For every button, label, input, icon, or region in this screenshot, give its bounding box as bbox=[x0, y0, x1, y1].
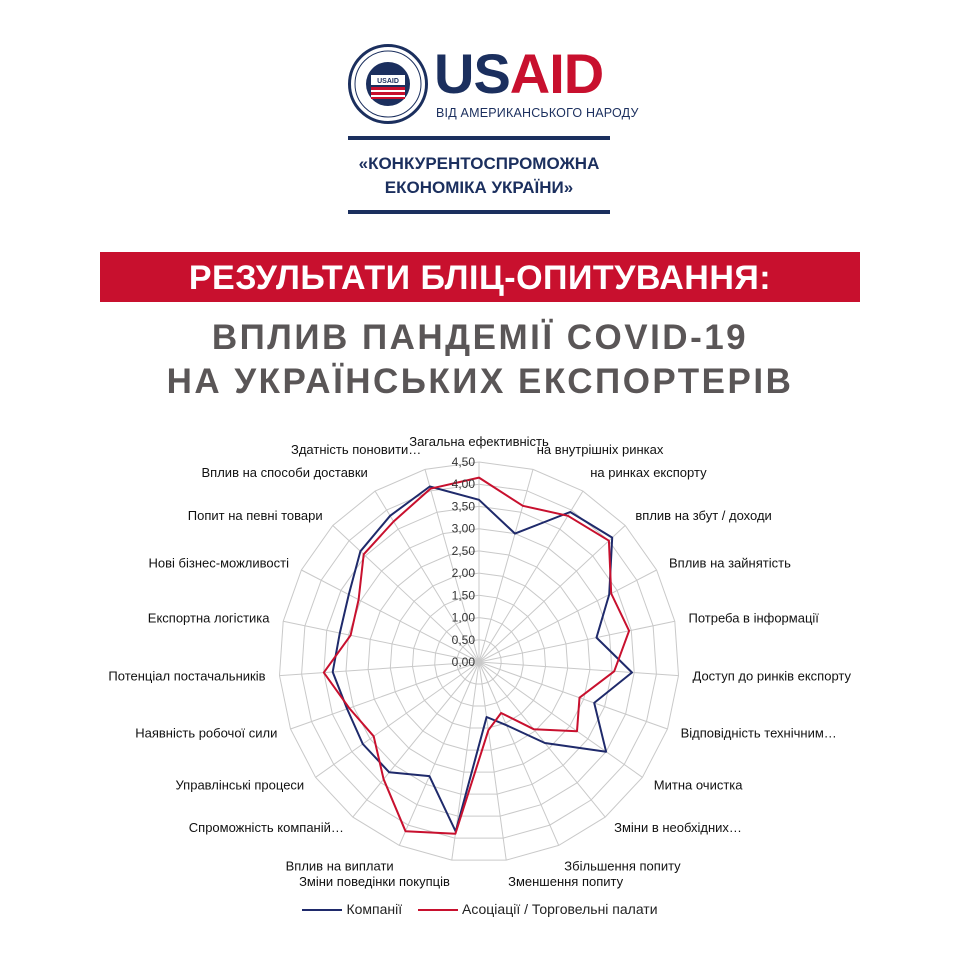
category-label: Зміни поведінки покупців bbox=[299, 874, 450, 889]
tick-label: 1,50 bbox=[451, 588, 475, 603]
category-label: Спроможність компаній… bbox=[188, 820, 344, 835]
usaid-wordmark-us: US bbox=[434, 42, 510, 105]
category-label: Наявність робочої сили bbox=[135, 725, 278, 741]
tick-label: 3,50 bbox=[451, 499, 475, 514]
legend-swatch-companies bbox=[302, 909, 342, 911]
tick-label: 1,00 bbox=[451, 610, 475, 625]
grid-spoke bbox=[280, 662, 480, 676]
usaid-seal-icon bbox=[348, 44, 428, 124]
usaid-tagline: ВІД АМЕРИКАНСЬКОГО НАРОДУ bbox=[436, 106, 639, 120]
grid-spoke bbox=[479, 469, 533, 662]
grid-spoke bbox=[479, 621, 675, 662]
grid-spoke bbox=[479, 662, 679, 676]
category-label: на внутрішніх ринках bbox=[536, 441, 664, 457]
chart-legend bbox=[0, 901, 960, 917]
tick-label: 0,00 bbox=[451, 655, 475, 669]
program-name bbox=[348, 152, 610, 200]
category-label: Потреба в інформації bbox=[688, 610, 819, 626]
svg-text:USAID: USAID bbox=[377, 78, 399, 85]
category-label: на ринках експорту bbox=[590, 465, 707, 481]
category-label: Потенціал постачальників bbox=[108, 668, 266, 684]
category-label: Зміни в необхідних… bbox=[614, 820, 742, 835]
program-name-line2: ЕКОНОМІКА УКРАЇНИ» bbox=[384, 178, 574, 197]
subtitle-line1: ВПЛИВ ПАНДЕМІЇ COVID-19 bbox=[211, 318, 749, 357]
category-label: вплив на збут / доходи bbox=[635, 507, 772, 523]
grid-spoke bbox=[479, 662, 506, 860]
subtitle-line2: НА УКРАЇНСЬКИХ ЕКСПОРТЕРІВ bbox=[166, 362, 794, 401]
category-label: Зменшення попиту bbox=[508, 874, 624, 889]
legend-label-companies: Компанії bbox=[346, 901, 403, 917]
program-name-line1: «КОНКУРЕНТОСПРОМОЖНА bbox=[358, 154, 600, 173]
radar-series bbox=[324, 478, 632, 834]
legend-label-associations: Асоціації / Торговельні палати bbox=[462, 901, 658, 917]
category-label: Управлінські процеси bbox=[175, 777, 305, 793]
tick-label: 2,50 bbox=[451, 543, 475, 558]
usaid-wordmark-aid: AID bbox=[509, 42, 604, 105]
category-label: Збільшення попиту bbox=[564, 858, 681, 874]
category-label: Експортна логістика bbox=[147, 610, 270, 626]
title-banner: РЕЗУЛЬТАТИ БЛІЦ-ОПИТУВАННЯ: bbox=[100, 252, 860, 302]
category-label: Відповідність технічним… bbox=[680, 725, 837, 741]
usaid-wordmark bbox=[434, 44, 603, 104]
category-label: Доступ до ринків експорту bbox=[692, 668, 852, 684]
radar-chart bbox=[0, 420, 960, 900]
top-divider bbox=[348, 136, 610, 140]
usaid-logo bbox=[348, 42, 639, 132]
category-label: Нові бізнес-можливості bbox=[148, 555, 289, 571]
radar-ticks bbox=[452, 455, 476, 669]
category-label: Вплив на способи доставки bbox=[201, 465, 368, 481]
category-label: Вплив на зайнятість bbox=[669, 555, 791, 571]
grid-spoke bbox=[479, 570, 657, 662]
category-label: Вплив на виплати bbox=[285, 858, 394, 874]
series-associations-line bbox=[324, 478, 629, 834]
category-label: Здатність поновити… bbox=[290, 441, 422, 457]
category-label: Попит на певні товари bbox=[187, 507, 323, 523]
legend-swatch-associations bbox=[418, 909, 458, 911]
tick-label: 0,50 bbox=[451, 632, 475, 647]
category-label: Загальна ефективність bbox=[409, 434, 549, 449]
category-label: Митна очистка bbox=[653, 777, 743, 793]
bottom-divider bbox=[348, 210, 610, 214]
legend-item-companies bbox=[302, 901, 402, 917]
legend-item-associations bbox=[418, 901, 658, 917]
tick-label: 4,50 bbox=[451, 455, 475, 469]
tick-label: 4,00 bbox=[451, 477, 475, 492]
grid-spoke bbox=[283, 621, 479, 662]
tick-label: 2,00 bbox=[451, 566, 475, 581]
grid-spoke bbox=[479, 526, 625, 663]
tick-label: 3,00 bbox=[451, 521, 475, 536]
